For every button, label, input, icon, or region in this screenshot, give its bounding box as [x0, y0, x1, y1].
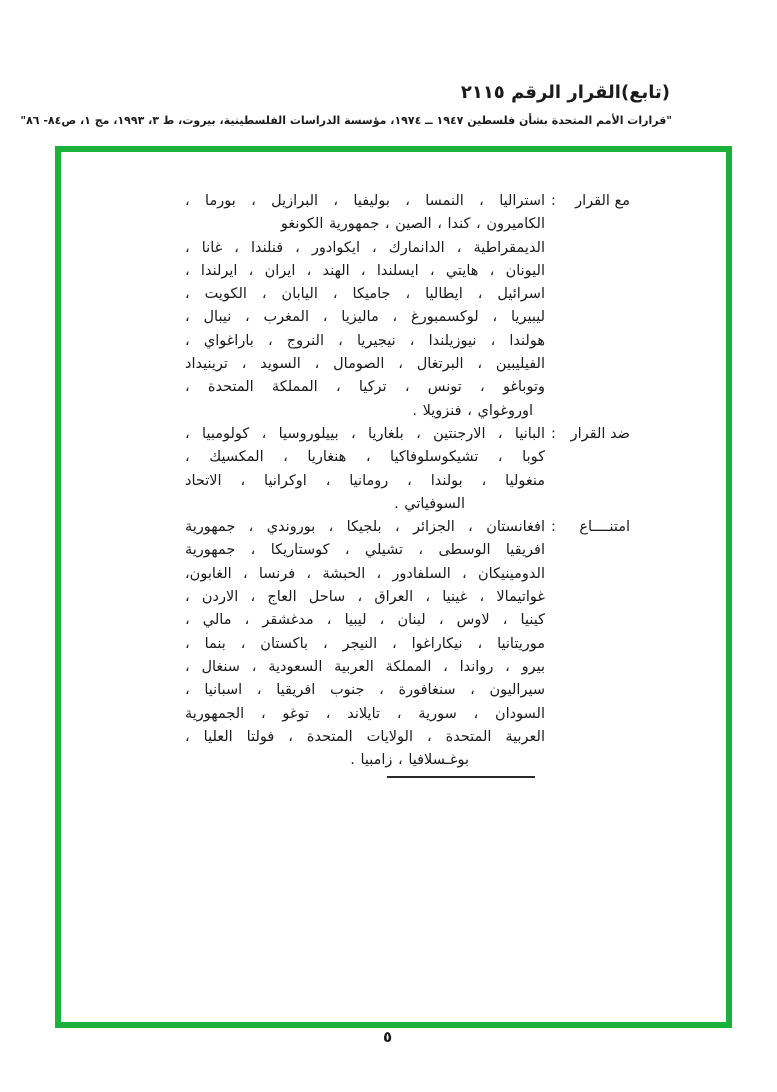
text-line: اوروغواي ، فنزويلا .	[412, 402, 533, 419]
text-line: افغانستان ، الجزائر ، بلجيكا ، بوروندي ، جمهورية	[185, 519, 545, 536]
section-label-text: امتنــــاع	[579, 519, 630, 536]
vote-sections	[185, 190, 630, 778]
text-line: الدومينيكان ، السلفادور ، الحبشة ، فرنسا ، الغابون،	[185, 565, 545, 582]
text-line: الفيليبين ، البرتغال ، الصومال ، السويد ، ترينيداد	[185, 356, 545, 373]
section-country-list	[185, 423, 545, 516]
text-line: السودان ، سورية ، تايلاند ، توغو ، الجمهورية	[185, 705, 545, 722]
vote-section	[185, 190, 630, 423]
section-label-text: مع القرار	[575, 193, 630, 209]
section-country-list	[185, 516, 545, 772]
text-line: وتوباغو ، تونس ، تركيا ، المملكة المتحدة ،	[185, 379, 545, 396]
text-line: الديمقراطية ، الدانمارك ، ايكوادور ، فنلندا ، غانا ،	[185, 239, 545, 256]
text-line: هولندا ، نيوزيلندا ، نيجيريا ، النروج ، باراغواي ،	[185, 332, 545, 349]
section-label-colon: :	[551, 193, 556, 209]
section-label	[545, 516, 630, 772]
text-line: سيراليون ، سنغافورة ، جنوب افريقيا ، اسبانيا ،	[185, 682, 545, 699]
text-line: غواتيمالا ، غينيا ، العراق ، ساحل العاج ، الاردن ،	[185, 589, 545, 606]
text-line: افريقيا الوسطى ، تشيلي ، كوستاريكا ، جمهورية	[185, 542, 545, 559]
text-line: كوبا ، تشيكوسلوفاكيا ، هنغاريا ، المكسيك ،	[185, 449, 545, 466]
vote-section	[185, 423, 630, 516]
text-line: بيرو ، رواندا ، المملكة العربية السعودية ، سنغال ،	[185, 658, 545, 675]
text-line: الكاميرون ، كندا ، الصين ، جمهورية الكونغو	[280, 216, 545, 233]
page-number: ٥	[383, 1028, 393, 1046]
text-line: اسرائيل ، ايطاليا ، جاميكا ، اليابان ، الكويت ،	[185, 286, 545, 303]
section-label	[545, 190, 630, 423]
text-line: بوغـسلافيا ، زامبيا .	[350, 752, 469, 769]
text-line: استراليا ، النمسا ، بوليفيا ، البرازيل ، بورما ،	[185, 193, 545, 209]
text-line: موريتانيا ، نيكاراغوا ، النيجر ، باكستان ، بنما ،	[185, 635, 545, 652]
section-country-list	[185, 190, 545, 423]
end-rule	[387, 776, 535, 778]
section-label-colon: :	[551, 519, 556, 536]
source-citation: "قرارات الأمم المتحدة بشأن فلسطين ١٩٤٧ ــ ١٩٧٤، مؤسسة الدراسات الفلسطينية، بيروت، ط ٣، ١٩٩٣، مج ١، ص٨٤- ٨٦"	[20, 114, 672, 127]
text-line: اليونان ، هايتي ، ايسلندا ، الهند ، ايران ، ايرلندا ،	[185, 262, 545, 279]
text-line: السوفياتي .	[394, 495, 465, 512]
vote-section	[185, 516, 630, 772]
page-title: (تابع)القرار الرقم ٢١١٥	[460, 82, 670, 103]
text-line: ليبيريا ، لوكسمبورغ ، ماليزيا ، المغرب ، نيبال ،	[185, 309, 545, 326]
section-label-colon: :	[551, 425, 556, 442]
section-label-text: ضد القرار	[570, 425, 630, 442]
text-line: منغوليا ، بولندا ، رومانيا ، اوكرانيا ، الاتحاد	[185, 472, 545, 489]
text-line: كينيا ، لاوس ، لبنان ، ليبيا ، مدغشقر ، مالي ،	[185, 612, 545, 629]
text-line: البانيا ، الارجنتين ، بلغاريا ، بييلوروسيا ، كولومبيا ،	[185, 425, 545, 442]
section-label	[545, 423, 630, 516]
text-line: العربية المتحدة ، الولايات المتحدة ، فولتا العليا ،	[185, 728, 545, 745]
